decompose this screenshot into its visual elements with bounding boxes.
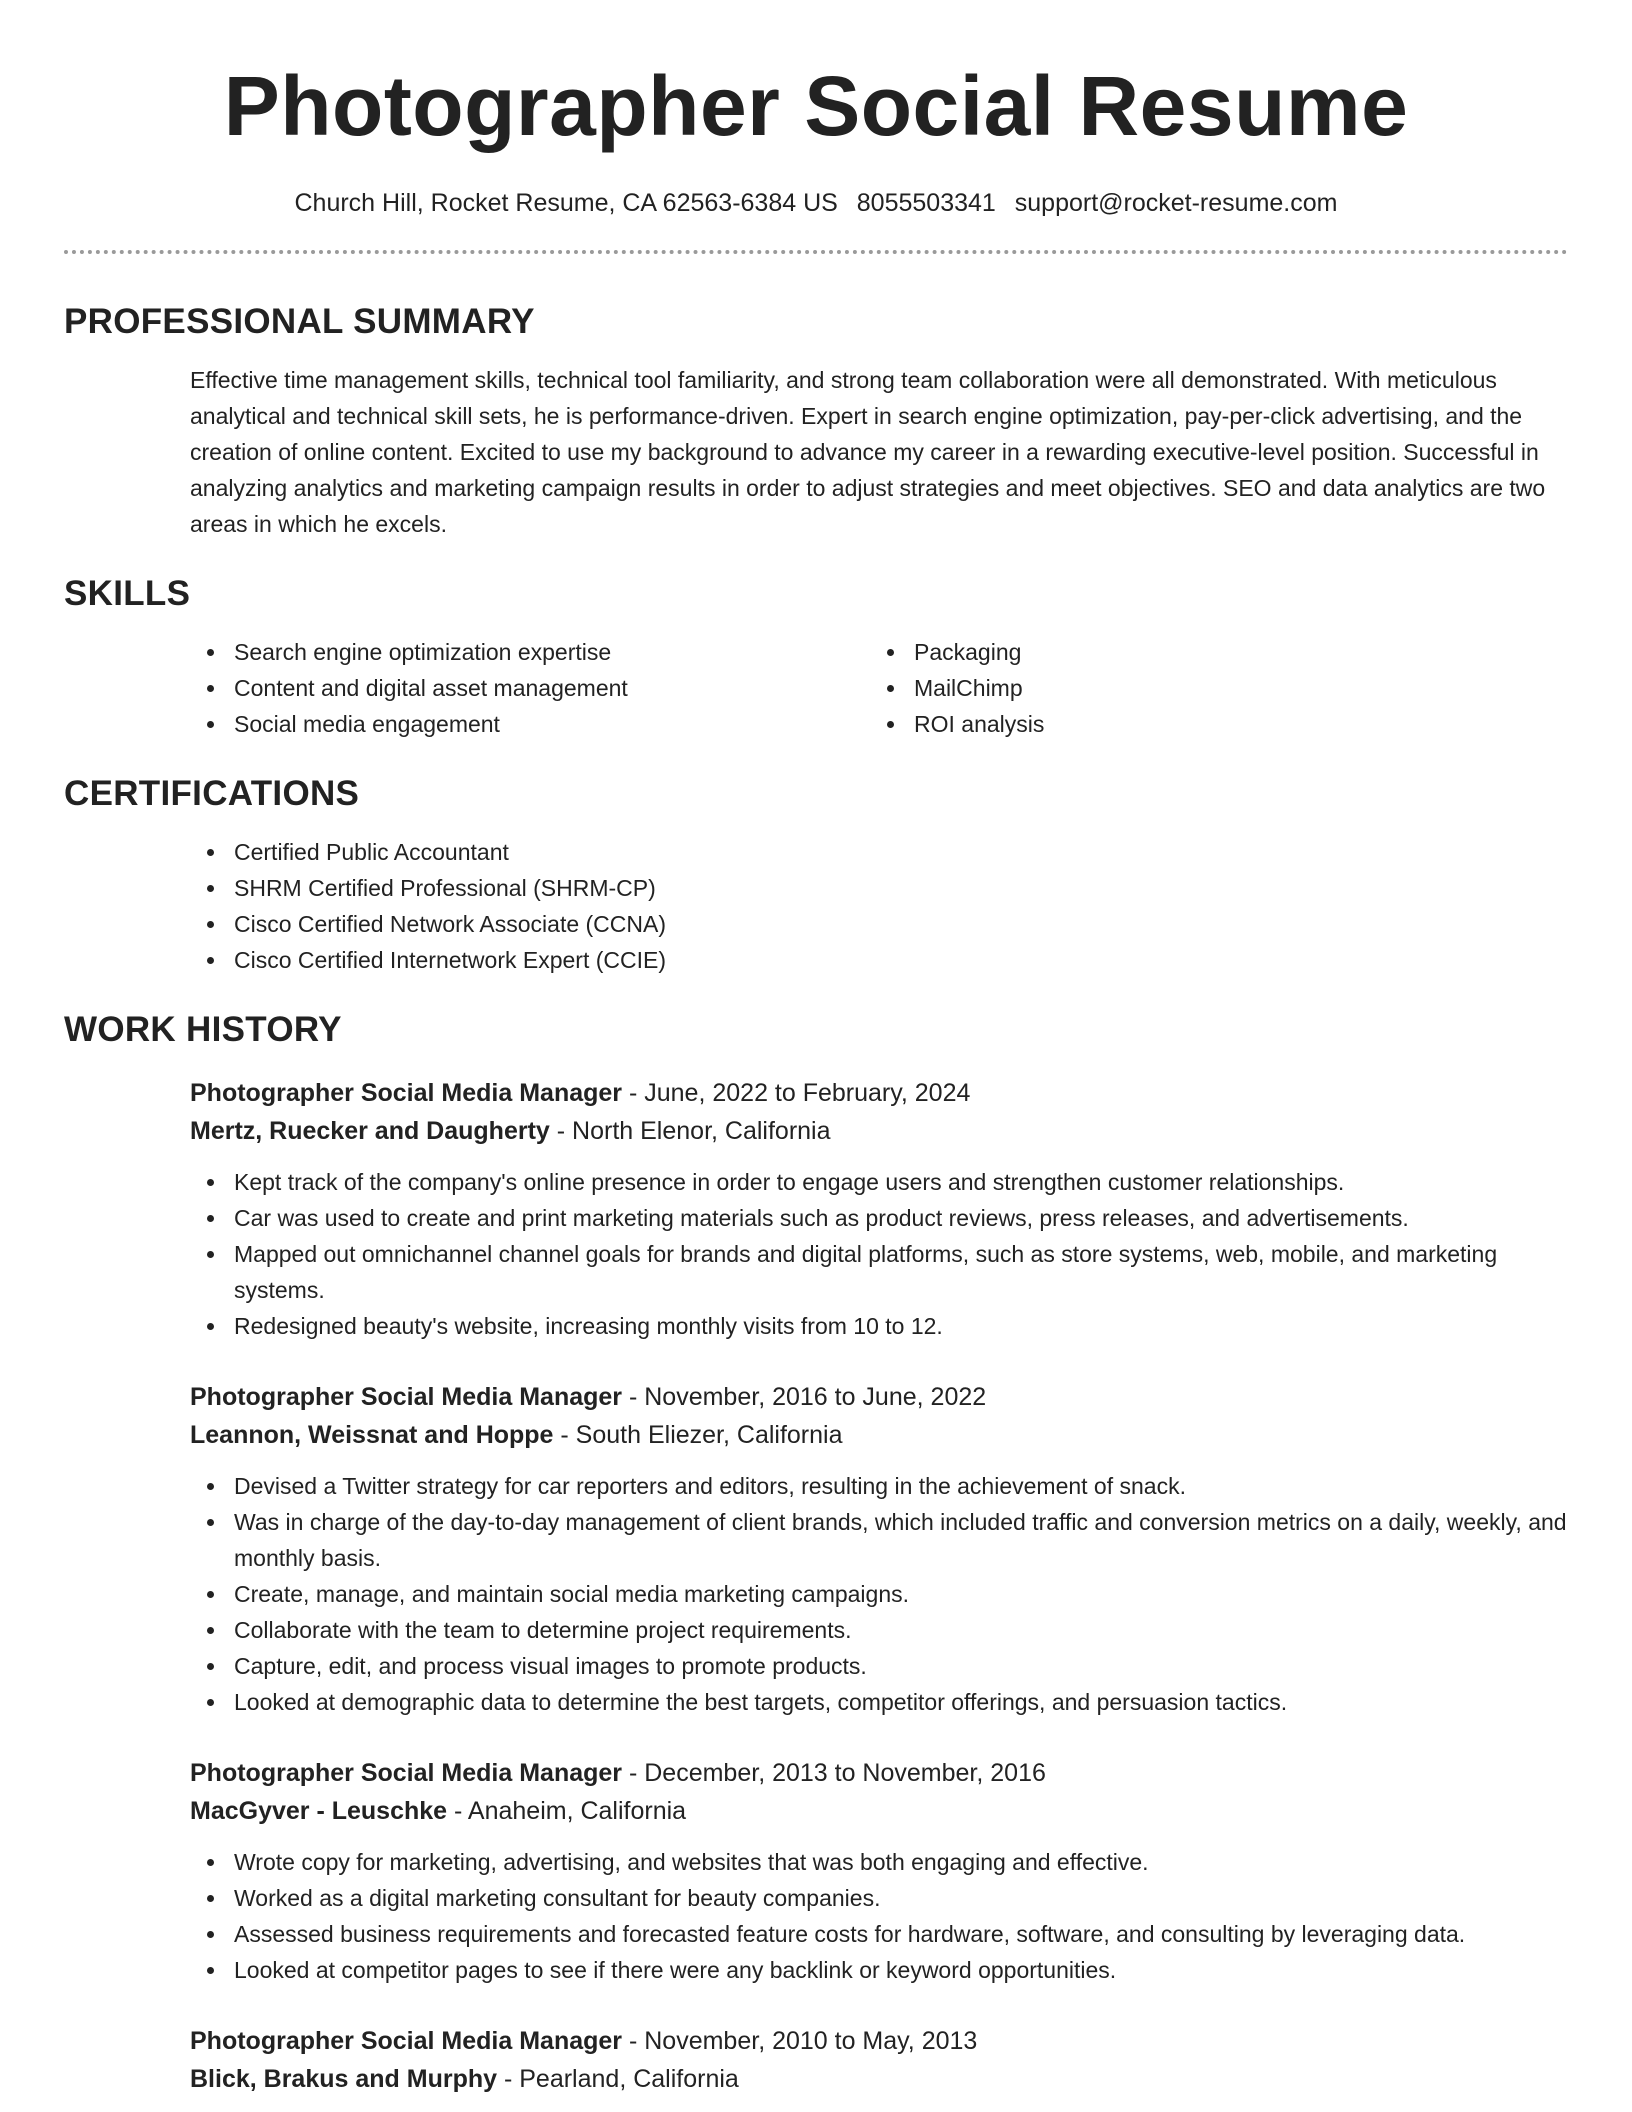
job-bullet: Was in charge of the day-to-day management of client brands, which included traffic and conversion metrics on a daily, weekly, and monthly basis.: [190, 1504, 1568, 1576]
job-dates: - December, 2013 to November, 2016: [622, 1759, 1046, 1787]
job-bullet: Looked at competitor pages to see if there were any backlink or keyword opportunities.: [190, 1952, 1568, 1988]
skill-item: Search engine optimization expertise: [190, 634, 870, 670]
job-bullets: [190, 1164, 1568, 1344]
skill-item: ROI analysis: [870, 706, 1550, 742]
certification-item: Certified Public Accountant: [190, 834, 1568, 870]
job-location: - Pearland, California: [497, 2065, 739, 2093]
skill-item: Packaging: [870, 634, 1550, 670]
job-company-line: [190, 2060, 1568, 2098]
job-bullet: Looked at demographic data to determine the best targets, competitor offerings, and persuasion tactics.: [190, 1684, 1568, 1720]
job-title-line: [190, 1074, 1568, 1112]
job-dates: - June, 2022 to February, 2024: [622, 1079, 971, 1107]
job-role: Photographer Social Media Manager: [190, 2027, 623, 2055]
certifications-heading: CERTIFICATIONS: [64, 774, 360, 813]
job-dates: - November, 2016 to June, 2022: [622, 1383, 987, 1411]
skills-heading: SKILLS: [64, 574, 191, 613]
job-title-line: [190, 1754, 1568, 1792]
job-bullets: [190, 1468, 1568, 1720]
contact-address: Church Hill, Rocket Resume, CA 62563-6384 US: [294, 189, 838, 217]
job-location: - North Elenor, California: [549, 1117, 831, 1145]
job-role: Photographer Social Media Manager: [190, 1079, 623, 1107]
job-company: Leannon, Weissnat and Hoppe: [190, 1421, 554, 1449]
skill-item: Social media engagement: [190, 706, 870, 742]
job-company-line: [190, 1112, 1568, 1150]
job-bullet: Collaborate with the team to determine project requirements.: [190, 1612, 1568, 1648]
skill-item: MailChimp: [870, 670, 1550, 706]
job-entry: [64, 1074, 1568, 1344]
contact-line: [64, 186, 1568, 220]
skills-column-right: [870, 634, 1550, 742]
job-location: - South Eliezer, California: [553, 1421, 843, 1449]
job-title-line: [190, 2022, 1568, 2060]
summary-text: Effective time management skills, technical tool familiarity, and strong team collaboration were all demonstrated. With meticulous analytical and technical skill sets, he is performance-driven. Expert in search engine optimization, pay-per-click advertising, and the creation of online content. Excited to use my background to advance my career in a rewarding executive-level position. Successful in analyzing analytics and marketing campaign results in order to adjust strategies and meet objectives. SEO and data analytics are two areas in which he excels.: [190, 367, 1546, 537]
job-bullets: [190, 1844, 1568, 1988]
certification-item: Cisco Certified Internetwork Expert (CCIE): [190, 942, 1568, 978]
job-entry: [64, 1754, 1568, 1988]
job-bullet: Devised a Twitter strategy for car reporters and editors, resulting in the achievement of snack.: [190, 1468, 1568, 1504]
job-bullet: Capture, edit, and process visual images to promote products.: [190, 1648, 1568, 1684]
job-entry: [64, 1378, 1568, 1720]
skills-column-left: [190, 634, 870, 742]
job-bullet: Redesigned beauty's website, increasing monthly visits from 10 to 12.: [190, 1308, 1568, 1344]
job-bullet: Kept track of the company's online presence in order to engage users and strengthen customer relationships.: [190, 1164, 1568, 1200]
resume-name: Photographer Social Resume: [223, 59, 1409, 153]
job-entry: [64, 2022, 1568, 2098]
summary-heading: PROFESSIONAL SUMMARY: [64, 302, 535, 341]
contact-email[interactable]: support@rocket-resume.com: [1014, 189, 1338, 217]
certification-item: SHRM Certified Professional (SHRM-CP): [190, 870, 1568, 906]
job-role: Photographer Social Media Manager: [190, 1383, 623, 1411]
job-bullet: Create, manage, and maintain social media marketing campaigns.: [190, 1576, 1568, 1612]
job-bullet: Wrote copy for marketing, advertising, and websites that was both engaging and effective.: [190, 1844, 1568, 1880]
job-bullet: Car was used to create and print marketing materials such as product reviews, press releases, and advertisements.: [190, 1200, 1568, 1236]
job-company-line: [190, 1792, 1568, 1830]
job-company: Mertz, Ruecker and Daugherty: [190, 1117, 550, 1145]
skills-list: [64, 634, 1568, 742]
certifications-bullets: [190, 834, 1568, 978]
job-company-line: [190, 1416, 1568, 1454]
job-bullet: Assessed business requirements and forecasted feature costs for hardware, software, and consulting by leveraging data.: [190, 1916, 1568, 1952]
work-history-heading: WORK HISTORY: [64, 1010, 342, 1049]
job-company: MacGyver - Leuschke: [190, 1797, 448, 1825]
resume-header: [64, 0, 1568, 220]
skill-item: Content and digital asset management: [190, 670, 870, 706]
job-title-line: [190, 1378, 1568, 1416]
job-role: Photographer Social Media Manager: [190, 1759, 623, 1787]
header-divider: [64, 250, 1568, 254]
contact-phone: 8055503341: [856, 189, 996, 217]
job-dates: - November, 2010 to May, 2013: [622, 2027, 978, 2055]
job-bullet: Worked as a digital marketing consultant for beauty companies.: [190, 1880, 1568, 1916]
job-bullet: Mapped out omnichannel channel goals for brands and digital platforms, such as store systems, web, mobile, and marketing systems.: [190, 1236, 1568, 1308]
job-company: Blick, Brakus and Murphy: [190, 2065, 498, 2093]
certification-item: Cisco Certified Network Associate (CCNA): [190, 906, 1568, 942]
job-location: - Anaheim, California: [447, 1797, 687, 1825]
certifications-list: [64, 834, 1568, 978]
